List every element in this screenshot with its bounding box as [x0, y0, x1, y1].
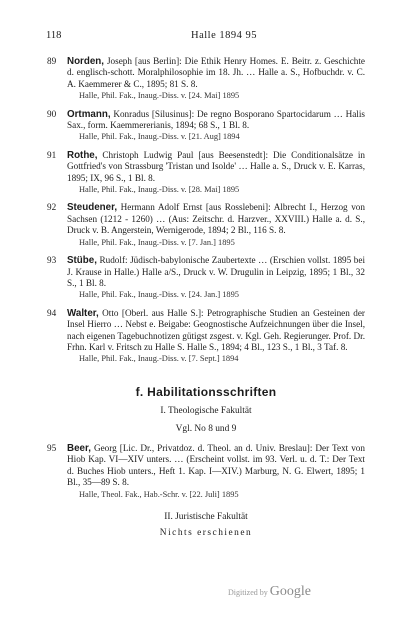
entry-number: 95 [47, 442, 57, 453]
nothing-published-note: Nichts erschienen [159, 528, 253, 539]
bibliography-entry [47, 150, 365, 196]
google-logo: Google [269, 584, 311, 599]
entry-author: Walter, [67, 307, 99, 319]
entry-list [47, 56, 365, 540]
bibliography-entry [47, 56, 365, 102]
entry-number: 92 [47, 202, 57, 213]
subsection-title: I. Theologische Fakultät [160, 406, 252, 417]
subsection-title-2: II. Juristische Fakultät [164, 512, 248, 522]
entry-text: Otto [Oberl. aus Halle S.]: Petrographische Studien an Gesteinen der Insel Hierro … Nebst e. Beigabe: Geognostische Aufzeichnungen über die Insel, nach eigenen Tagebuchnotizen gütigst zsgest. v. Kgl. Geh. Regierunger. Prof. Dr. Frhn. Karl v. Fritsch zu Halle S. Halle S., 1894; 4 Bl., 123 S., 1 Bl., 3 Taf. 8. [67, 307, 365, 352]
entry-number: 93 [47, 255, 57, 266]
entry-faculty-note: Halle, Phil. Fak., Inaug.-Diss. v. [7. Sept.] 1894 [79, 354, 239, 364]
entry-text: Rudolf: Jüdisch-babylonische Zaubertexte … (Erschien vollst. 1895 bei J. Krause in Halle.) Halle a/S., Druck v. W. Drugulin in Leipzig, 1895; 1 Bl., 32 S., 1 Bl. 8. [67, 255, 365, 288]
entry-author: Stübe, [67, 255, 97, 267]
bibliography-entry [47, 308, 365, 365]
entry-text: Joseph [aus Berlin]: Die Ethik Henry Homes. E. Beitr. z. Geschichte d. englisch-schott. Moralphilosophie im 18. Jh. … Halle a. S., Hofbuchdr. v. C. A. Kaemmerer & C., 1895; 81 S. 8. [67, 56, 365, 89]
entry-text: Hermann Adolf Ernst [aus Rosslebeni]: Albrecht I., Herzog von Sachsen (1212 - 1260) … (Aus: Zeitschr. d. Harzver., XXVIII.) Halle a. d. S., Druck v. B. Angerstein, Wernigerode, 1894; 2 Bl., 116 S. 8. [67, 202, 365, 236]
entry-author: Rothe, [67, 149, 98, 161]
digitized-watermark [228, 584, 311, 600]
entry-faculty-note: Halle, Phil. Fak., Inaug.-Diss. v. [21. Aug] 1894 [79, 132, 240, 142]
entry-faculty-note: Halle, Phil. Fak., Inaug.-Diss. v. [28. Mai] 1895 [79, 185, 240, 195]
entry-author: Steudener, [67, 202, 118, 214]
bibliography-entry [47, 109, 365, 143]
entry-number: 90 [47, 108, 57, 119]
entry-author: Ortmann, [67, 108, 111, 120]
entry-faculty-note: Halle, Phil. Fak., Inaug.-Diss. v. [24. Mai] 1895 [79, 91, 240, 101]
page-number: 118 [46, 30, 62, 41]
entry-text: Georg [Lic. Dr., Privatdoz. d. Theol. an d. Univ. Breslau]: Der Text von Hiob Kap. VI—XIV unters. … (Erscheint vollst. im 93. Verl. u. d. T.: Der Text d. Buches Hiob unters., Heft 1. Kap. I—XIV.) Marburg, N. G. Elwert, 1895; 1 Bl., 35—89 S. 8. [67, 442, 365, 488]
dissertation-entries [47, 56, 365, 365]
entry-text: Konradus [Silusinus]: De regno Bosporano Spartocidarum … Halis Sax., form. Kaemmererianis, 1894; 68 S., 1 Bl. 8. [67, 108, 365, 131]
cross-reference: Vgl. No 8 und 9 [175, 423, 237, 434]
running-title: Halle 1894 95 [191, 30, 257, 41]
entry-number: 94 [47, 307, 57, 318]
habilitation-entries [47, 443, 365, 500]
entry-number: 89 [47, 56, 57, 66]
watermark-prefix: Digitized by [228, 588, 268, 597]
bibliography-entry [47, 443, 365, 500]
bibliography-entry [47, 202, 365, 248]
entry-author: Norden, [67, 56, 105, 67]
entry-author: Beer, [67, 442, 91, 454]
entry-faculty-note: Halle, Phil. Fak., Inaug.-Diss. v. [24. Jan.] 1895 [79, 290, 239, 300]
section-title: f. Habilitationsschriften [135, 384, 277, 399]
bibliography-entry [47, 255, 365, 301]
entry-faculty-note: Halle, Theol. Fak., Hab.-Schr. v. [22. Juli] 1895 [79, 489, 239, 499]
entry-number: 91 [47, 149, 57, 160]
entry-faculty-note: Halle, Phil. Fak., Inaug.-Diss. v. [7. Jan.] 1895 [79, 237, 235, 247]
entry-text: Christoph Ludwig Paul [aus Beesenstedt]: Die Conditionalsätze in Gottfried's von Strassburg 'Tristan und Isolde' … Halle a. S., Druck v. E. Karras, 1895; IX, 96 S., 1 Bl. 8. [67, 149, 365, 183]
page-header [46, 30, 314, 44]
